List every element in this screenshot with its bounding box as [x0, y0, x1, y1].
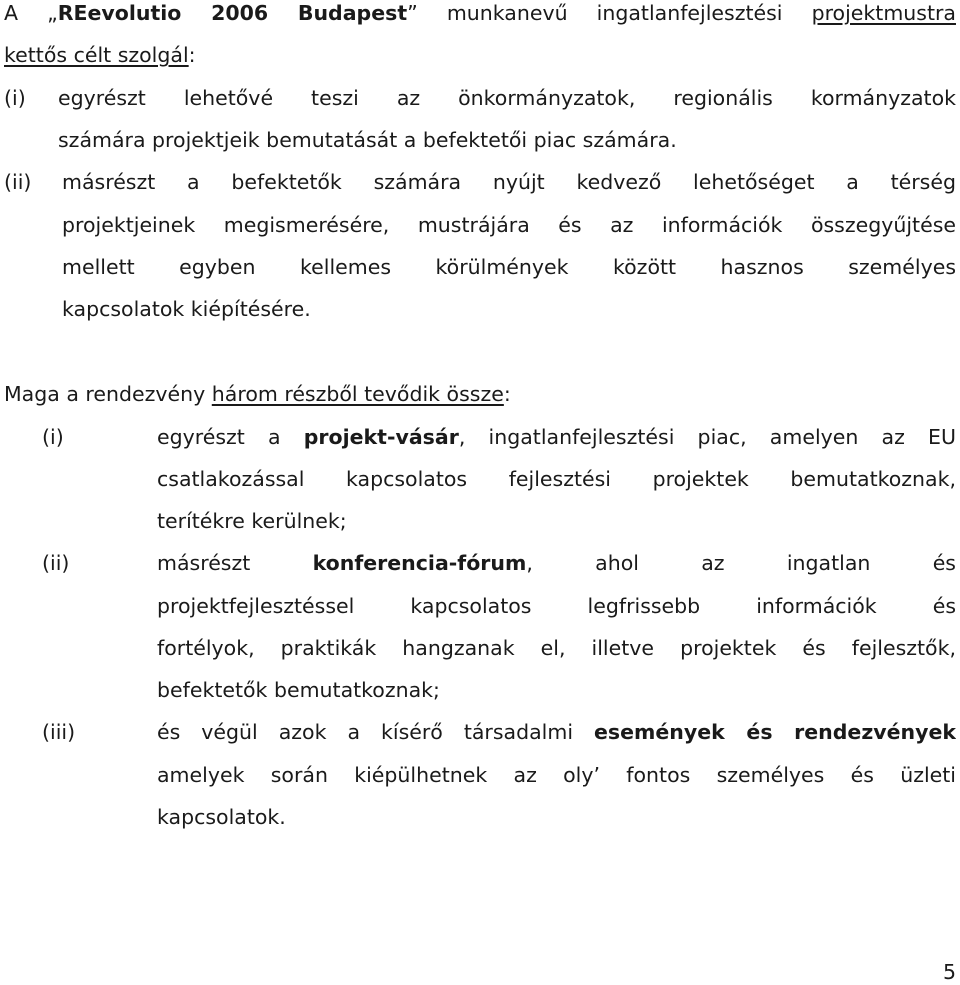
goal-marker-ii: (ii)	[4, 170, 32, 194]
part-i-line-2: csatlakozással kapcsolatos fejlesztési projektek bemutatkoznak,	[157, 467, 956, 491]
goal-ii-line-4: kapcsolatok kiépítésére.	[62, 297, 311, 321]
intro-colon: :	[188, 43, 196, 67]
quote-open: „	[47, 1, 58, 25]
intro-line-2	[4, 42, 196, 68]
part-iii-line-3: kapcsolatok.	[157, 805, 286, 829]
three-parts-term: három részből tevődik össze	[211, 382, 504, 406]
part-ii-pre: másrészt	[157, 551, 313, 575]
part-ii-post: , ahol az ingatlan és	[526, 551, 956, 575]
goal-marker-i: (i)	[4, 86, 26, 110]
goal-ii-line-3: mellett egyben kellemes körülmények között hasznos személyes	[62, 255, 956, 279]
intro-middle: munkanevű ingatlanfejlesztési	[417, 1, 812, 25]
part-ii-line-4: befektetők bemutatkoznak;	[157, 678, 440, 702]
events-term: események és rendezvények	[594, 720, 956, 744]
parts-intro-lead: Maga a rendezvény	[4, 382, 212, 406]
part-marker-i: (i)	[42, 425, 64, 449]
part-i-pre: egyrészt a	[157, 425, 304, 449]
part-i-line-3: terítékre kerülnek;	[157, 509, 347, 533]
page-number: 5	[942, 960, 956, 984]
dual-purpose-term: kettős célt szolgál	[4, 43, 189, 67]
goal-i-line-2: számára projektjeik bemutatását a befektetői piac számára.	[58, 128, 677, 152]
part-iii-line-1	[157, 719, 956, 745]
quote-close: ”	[407, 1, 418, 25]
parts-intro	[4, 381, 511, 407]
project-fair-term: projekt-vásár	[303, 425, 459, 449]
part-ii-line-3: fortélyok, praktikák hangzanak el, illetve projektek és fejlesztők,	[157, 636, 956, 660]
part-iii-pre: és végül azok a kísérő társadalmi	[157, 720, 595, 744]
event-name: REevolutio 2006 Budapest	[57, 1, 408, 25]
goal-ii-line-2: projektjeinek megismerésére, mustrájára és az információk összegyűjtése	[62, 213, 956, 237]
intro-lead: A	[4, 1, 48, 25]
parts-intro-colon: :	[503, 382, 511, 406]
part-ii-line-2: projektfejlesztéssel kapcsolatos legfrissebb információk és	[157, 594, 956, 618]
goal-i-line-1: egyrészt lehetővé teszi az önkormányzatok, regionális kormányzatok	[58, 86, 956, 110]
part-iii-line-2: amelyek során kiépülhetnek az oly’ fontos személyes és üzleti	[157, 763, 956, 787]
part-i-line-1	[157, 424, 956, 450]
part-marker-iii: (iii)	[42, 720, 76, 744]
part-i-post: , ingatlanfejlesztési piac, amelyen az EU	[458, 425, 956, 449]
conference-forum-term: konferencia-fórum	[312, 551, 527, 575]
part-marker-ii: (ii)	[42, 551, 70, 575]
intro-line-1	[4, 0, 956, 26]
goal-ii-line-1: másrészt a befektetők számára nyújt kedvező lehetőséget a térség	[62, 170, 956, 194]
projektmustra-term: projektmustra	[811, 1, 956, 25]
part-ii-line-1	[157, 550, 956, 576]
